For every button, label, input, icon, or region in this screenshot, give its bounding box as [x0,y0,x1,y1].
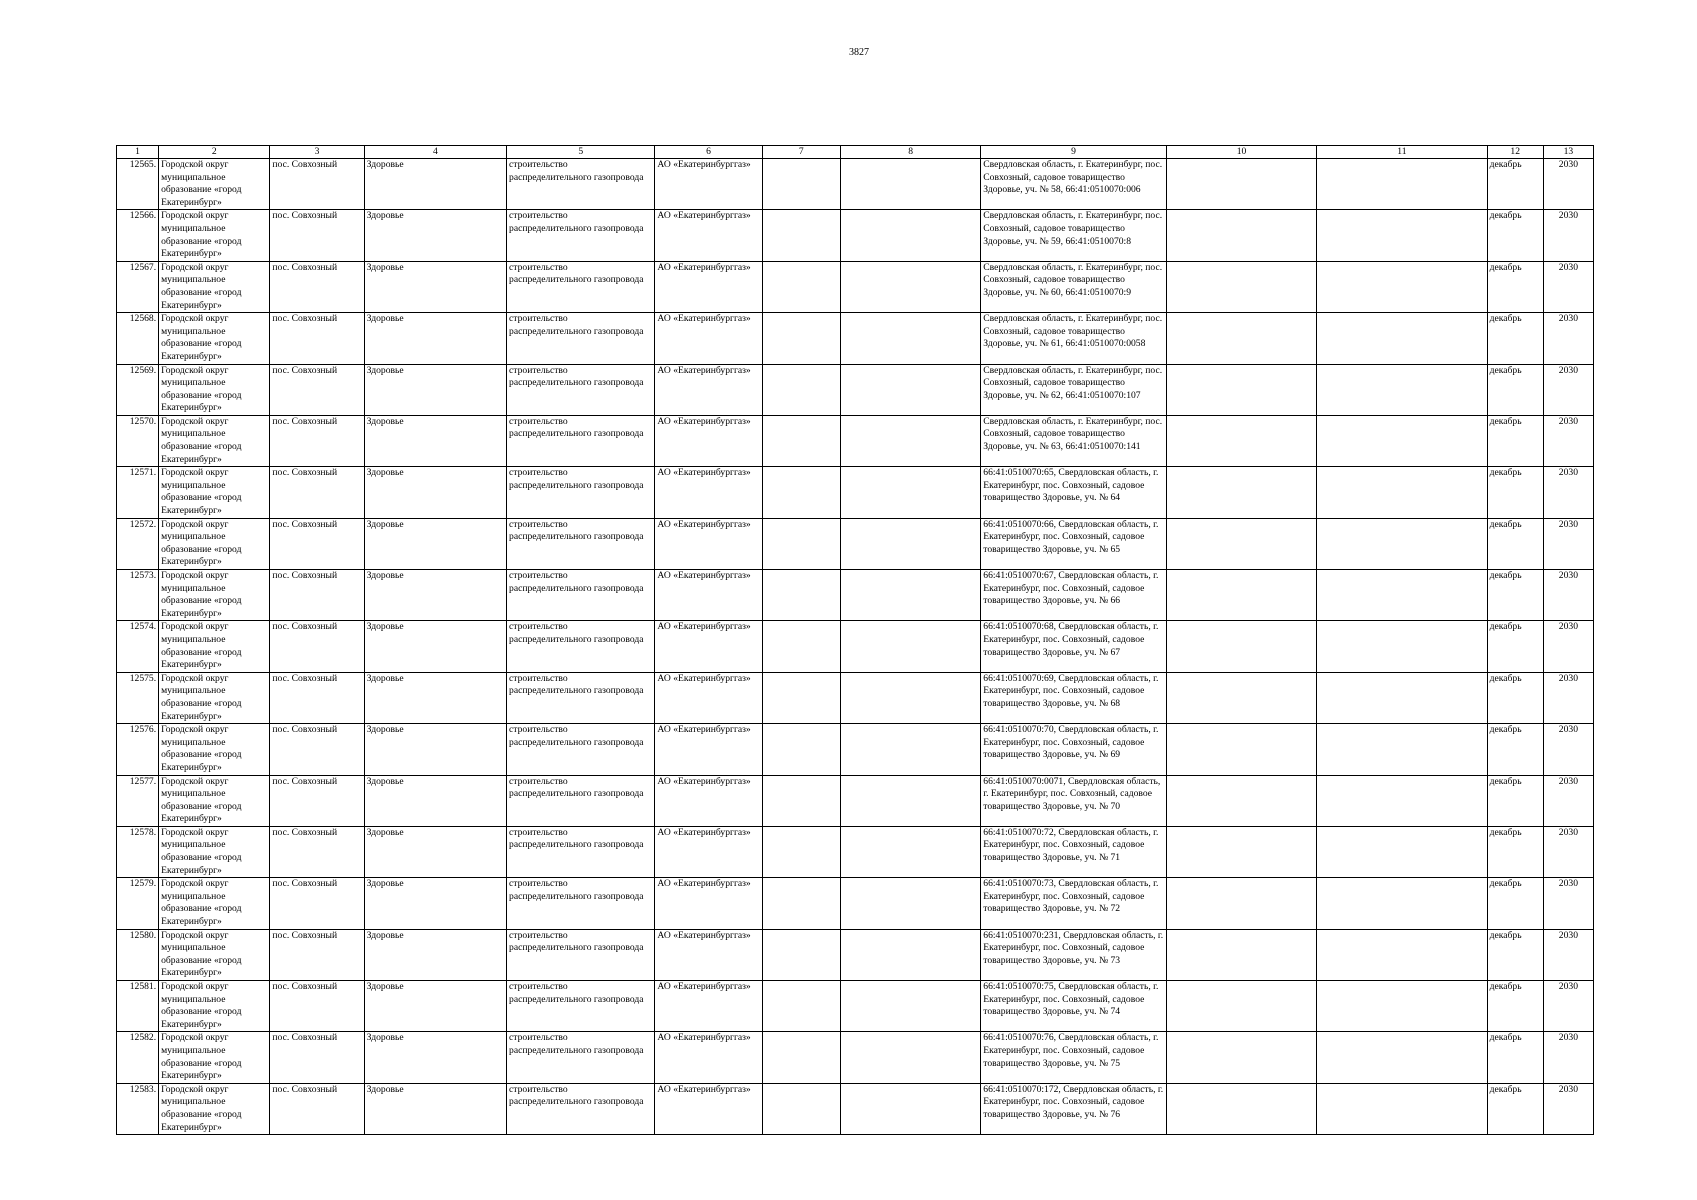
address-cell: 66:41:0510070:66, Свердловская область, г. Екатеринбург, пос. Совхозный, садовое товарищество Здоровье, уч. № 65 [981,518,1167,569]
column-10-cell [1166,364,1316,415]
work-type-cell: строительство распределительного газопровода [507,1083,655,1134]
address-cell: Свердловская область, г. Екатеринбург, пос. Совхозный, садовое товарищество Здоровье, уч. № 63, 66:41:0510070:141 [981,415,1167,466]
settlement-cell: пос. Совхозный [270,518,364,569]
table-row [117,981,1594,1032]
column-header-6: 6 [655,146,762,159]
organization-cell: АО «Екатеринбурггаз» [655,415,762,466]
address-cell: 66:41:0510070:72, Свердловская область, г. Екатеринбург, пос. Совхозный, садовое товарищество Здоровье, уч. № 71 [981,826,1167,877]
work-type-cell: строительство распределительного газопровода [507,313,655,364]
month-cell: декабрь [1487,672,1543,723]
settlement-cell: пос. Совхозный [270,159,364,210]
table-row [117,672,1594,723]
organization-cell: АО «Екатеринбурггаз» [655,878,762,929]
address-cell: 66:41:0510070:70, Свердловская область, г. Екатеринбург, пос. Совхозный, садовое товарищество Здоровье, уч. № 69 [981,724,1167,775]
organization-cell: АО «Екатеринбурггаз» [655,1083,762,1134]
column-8-cell [840,159,980,210]
column-8-cell [840,621,980,672]
address-cell: Свердловская область, г. Екатеринбург, пос. Совхозный, садовое товарищество Здоровье, уч. № 59, 66:41:0510070:8 [981,210,1167,261]
column-7-cell [762,621,840,672]
object-name-cell: Здоровье [364,313,506,364]
column-header-13: 13 [1543,146,1593,159]
work-type-cell: строительство распределительного газопровода [507,364,655,415]
work-type-cell: строительство распределительного газопровода [507,570,655,621]
organization-cell: АО «Екатеринбурггаз» [655,672,762,723]
column-10-cell [1166,1083,1316,1134]
column-header-1: 1 [117,146,159,159]
column-8-cell [840,570,980,621]
column-11-cell [1317,210,1487,261]
work-type-cell: строительство распределительного газопровода [507,826,655,877]
column-8-cell [840,826,980,877]
settlement-cell: пос. Совхозный [270,210,364,261]
organization-cell: АО «Екатеринбурггаз» [655,826,762,877]
row-number: 12565. [117,159,159,210]
row-number: 12583. [117,1083,159,1134]
column-11-cell [1317,621,1487,672]
organization-cell: АО «Екатеринбурггаз» [655,621,762,672]
organization-cell: АО «Екатеринбурггаз» [655,261,762,312]
municipality-cell: Городской округ муниципальное образование «город Екатеринбург» [159,1083,270,1134]
row-number: 12575. [117,672,159,723]
row-number: 12566. [117,210,159,261]
column-10-cell [1166,724,1316,775]
table-row [117,261,1594,312]
object-name-cell: Здоровье [364,672,506,723]
column-7-cell [762,981,840,1032]
column-10-cell [1166,826,1316,877]
row-number: 12580. [117,929,159,980]
column-7-cell [762,518,840,569]
column-11-cell [1317,313,1487,364]
municipality-cell: Городской округ муниципальное образование «город Екатеринбург» [159,672,270,723]
year-cell: 2030 [1543,570,1593,621]
municipality-cell: Городской округ муниципальное образование «город Екатеринбург» [159,467,270,518]
column-7-cell [762,724,840,775]
row-number: 12569. [117,364,159,415]
address-cell: 66:41:0510070:75, Свердловская область, г. Екатеринбург, пос. Совхозный, садовое товарищество Здоровье, уч. № 74 [981,981,1167,1032]
column-number-row [117,146,1594,159]
organization-cell: АО «Екатеринбурггаз» [655,210,762,261]
month-cell: декабрь [1487,621,1543,672]
table-row [117,724,1594,775]
column-10-cell [1166,929,1316,980]
column-8-cell [840,210,980,261]
column-11-cell [1317,775,1487,826]
address-cell: 66:41:0510070:231, Свердловская область, г. Екатеринбург, пос. Совхозный, садовое товарищество Здоровье, уч. № 73 [981,929,1167,980]
object-name-cell: Здоровье [364,929,506,980]
column-header-10: 10 [1166,146,1316,159]
settlement-cell: пос. Совхозный [270,570,364,621]
address-cell: Свердловская область, г. Екатеринбург, пос. Совхозный, садовое товарищество Здоровье, уч. № 61, 66:41:0510070:0058 [981,313,1167,364]
column-7-cell [762,159,840,210]
column-header-8: 8 [840,146,980,159]
object-name-cell: Здоровье [364,415,506,466]
municipality-cell: Городской округ муниципальное образование «город Екатеринбург» [159,1032,270,1083]
table-row [117,1032,1594,1083]
settlement-cell: пос. Совхозный [270,415,364,466]
column-10-cell [1166,672,1316,723]
object-name-cell: Здоровье [364,518,506,569]
work-type-cell: строительство распределительного газопровода [507,210,655,261]
month-cell: декабрь [1487,159,1543,210]
row-number: 12568. [117,313,159,364]
column-10-cell [1166,878,1316,929]
year-cell: 2030 [1543,672,1593,723]
work-type-cell: строительство распределительного газопровода [507,1032,655,1083]
municipality-cell: Городской округ муниципальное образование «город Екатеринбург» [159,929,270,980]
column-10-cell [1166,981,1316,1032]
month-cell: декабрь [1487,210,1543,261]
year-cell: 2030 [1543,878,1593,929]
object-name-cell: Здоровье [364,159,506,210]
column-10-cell [1166,261,1316,312]
object-name-cell: Здоровье [364,981,506,1032]
month-cell: декабрь [1487,724,1543,775]
organization-cell: АО «Екатеринбурггаз» [655,313,762,364]
table-row [117,159,1594,210]
column-11-cell [1317,159,1487,210]
column-7-cell [762,878,840,929]
column-10-cell [1166,210,1316,261]
month-cell: декабрь [1487,1032,1543,1083]
column-11-cell [1317,826,1487,877]
object-name-cell: Здоровье [364,364,506,415]
column-8-cell [840,672,980,723]
address-cell: 66:41:0510070:65, Свердловская область, г. Екатеринбург, пос. Совхозный, садовое товарищество Здоровье, уч. № 64 [981,467,1167,518]
row-number: 12577. [117,775,159,826]
row-number: 12567. [117,261,159,312]
work-type-cell: строительство распределительного газопровода [507,467,655,518]
month-cell: декабрь [1487,415,1543,466]
year-cell: 2030 [1543,261,1593,312]
year-cell: 2030 [1543,981,1593,1032]
month-cell: декабрь [1487,981,1543,1032]
address-cell: Свердловская область, г. Екатеринбург, пос. Совхозный, садовое товарищество Здоровье, уч. № 60, 66:41:0510070:9 [981,261,1167,312]
municipality-cell: Городской округ муниципальное образование «город Екатеринбург» [159,364,270,415]
organization-cell: АО «Екатеринбурггаз» [655,467,762,518]
year-cell: 2030 [1543,210,1593,261]
column-10-cell [1166,775,1316,826]
month-cell: декабрь [1487,775,1543,826]
column-7-cell [762,313,840,364]
address-cell: 66:41:0510070:172, Свердловская область, г. Екатеринбург, пос. Совхозный, садовое товарищество Здоровье, уч. № 76 [981,1083,1167,1134]
column-11-cell [1317,878,1487,929]
settlement-cell: пос. Совхозный [270,929,364,980]
row-number: 12572. [117,518,159,569]
column-8-cell [840,364,980,415]
column-header-9: 9 [981,146,1167,159]
column-7-cell [762,1083,840,1134]
year-cell: 2030 [1543,313,1593,364]
year-cell: 2030 [1543,775,1593,826]
object-name-cell: Здоровье [364,261,506,312]
table-row [117,210,1594,261]
work-type-cell: строительство распределительного газопровода [507,672,655,723]
column-8-cell [840,415,980,466]
column-11-cell [1317,724,1487,775]
column-11-cell [1317,1083,1487,1134]
column-header-7: 7 [762,146,840,159]
settlement-cell: пос. Совхозный [270,878,364,929]
object-name-cell: Здоровье [364,467,506,518]
column-11-cell [1317,261,1487,312]
row-number: 12571. [117,467,159,518]
column-8-cell [840,261,980,312]
municipality-cell: Городской округ муниципальное образование «город Екатеринбург» [159,159,270,210]
year-cell: 2030 [1543,159,1593,210]
column-8-cell [840,775,980,826]
year-cell: 2030 [1543,1083,1593,1134]
settlement-cell: пос. Совхозный [270,981,364,1032]
object-name-cell: Здоровье [364,775,506,826]
column-7-cell [762,261,840,312]
column-10-cell [1166,415,1316,466]
municipality-cell: Городской округ муниципальное образование «город Екатеринбург» [159,878,270,929]
organization-cell: АО «Екатеринбурггаз» [655,1032,762,1083]
table-row [117,929,1594,980]
municipality-cell: Городской округ муниципальное образование «город Екатеринбург» [159,826,270,877]
month-cell: декабрь [1487,467,1543,518]
month-cell: декабрь [1487,518,1543,569]
column-11-cell [1317,518,1487,569]
settlement-cell: пос. Совхозный [270,826,364,877]
column-7-cell [762,570,840,621]
table-row [117,1083,1594,1134]
address-cell: 66:41:0510070:69, Свердловская область, г. Екатеринбург, пос. Совхозный, садовое товарищество Здоровье, уч. № 68 [981,672,1167,723]
year-cell: 2030 [1543,1032,1593,1083]
column-11-cell [1317,981,1487,1032]
table-row [117,364,1594,415]
settlement-cell: пос. Совхозный [270,364,364,415]
organization-cell: АО «Екатеринбурггаз» [655,724,762,775]
column-11-cell [1317,415,1487,466]
object-name-cell: Здоровье [364,210,506,261]
row-number: 12581. [117,981,159,1032]
table-row [117,826,1594,877]
address-cell: 66:41:0510070:67, Свердловская область, г. Екатеринбург, пос. Совхозный, садовое товарищество Здоровье, уч. № 66 [981,570,1167,621]
work-type-cell: строительство распределительного газопровода [507,518,655,569]
column-11-cell [1317,672,1487,723]
address-cell: Свердловская область, г. Екатеринбург, пос. Совхозный, садовое товарищество Здоровье, уч. № 58, 66:41:0510070:006 [981,159,1167,210]
object-name-cell: Здоровье [364,826,506,877]
row-number: 12582. [117,1032,159,1083]
month-cell: декабрь [1487,826,1543,877]
year-cell: 2030 [1543,467,1593,518]
municipality-cell: Городской округ муниципальное образование «город Екатеринбург» [159,415,270,466]
address-cell: Свердловская область, г. Екатеринбург, пос. Совхозный, садовое товарищество Здоровье, уч. № 62, 66:41:0510070:107 [981,364,1167,415]
municipality-cell: Городской округ муниципальное образование «город Екатеринбург» [159,724,270,775]
row-number: 12574. [117,621,159,672]
row-number: 12570. [117,415,159,466]
organization-cell: АО «Екатеринбурггаз» [655,364,762,415]
column-11-cell [1317,364,1487,415]
month-cell: декабрь [1487,929,1543,980]
municipality-cell: Городской округ муниципальное образование «город Екатеринбург» [159,518,270,569]
column-8-cell [840,467,980,518]
work-type-cell: строительство распределительного газопровода [507,621,655,672]
month-cell: декабрь [1487,261,1543,312]
column-7-cell [762,1032,840,1083]
register-table [116,145,1594,1135]
column-11-cell [1317,929,1487,980]
municipality-cell: Городской округ муниципальное образование «город Екатеринбург» [159,570,270,621]
settlement-cell: пос. Совхозный [270,1083,364,1134]
column-8-cell [840,313,980,364]
column-header-11: 11 [1317,146,1487,159]
month-cell: декабрь [1487,364,1543,415]
page-number: 3827 [849,47,869,58]
column-10-cell [1166,313,1316,364]
year-cell: 2030 [1543,415,1593,466]
work-type-cell: строительство распределительного газопровода [507,775,655,826]
work-type-cell: строительство распределительного газопровода [507,724,655,775]
organization-cell: АО «Екатеринбурггаз» [655,929,762,980]
year-cell: 2030 [1543,621,1593,672]
column-10-cell [1166,1032,1316,1083]
year-cell: 2030 [1543,364,1593,415]
municipality-cell: Городской округ муниципальное образование «город Екатеринбург» [159,210,270,261]
table-row [117,570,1594,621]
month-cell: декабрь [1487,570,1543,621]
year-cell: 2030 [1543,929,1593,980]
column-7-cell [762,415,840,466]
settlement-cell: пос. Совхозный [270,672,364,723]
settlement-cell: пос. Совхозный [270,775,364,826]
work-type-cell: строительство распределительного газопровода [507,981,655,1032]
table-body [117,159,1594,1135]
column-header-4: 4 [364,146,506,159]
table-row [117,518,1594,569]
table-row [117,621,1594,672]
column-header-3: 3 [270,146,364,159]
column-header-12: 12 [1487,146,1543,159]
settlement-cell: пос. Совхозный [270,724,364,775]
column-7-cell [762,775,840,826]
table-row [117,878,1594,929]
address-cell: 66:41:0510070:76, Свердловская область, г. Екатеринбург, пос. Совхозный, садовое товарищество Здоровье, уч. № 75 [981,1032,1167,1083]
month-cell: декабрь [1487,1083,1543,1134]
work-type-cell: строительство распределительного газопровода [507,159,655,210]
column-7-cell [762,672,840,723]
object-name-cell: Здоровье [364,1032,506,1083]
year-cell: 2030 [1543,724,1593,775]
column-7-cell [762,364,840,415]
column-header-2: 2 [159,146,270,159]
row-number: 12576. [117,724,159,775]
column-7-cell [762,210,840,261]
table-row [117,775,1594,826]
object-name-cell: Здоровье [364,724,506,775]
organization-cell: АО «Екатеринбурггаз» [655,775,762,826]
column-7-cell [762,929,840,980]
municipality-cell: Городской округ муниципальное образование «город Екатеринбург» [159,981,270,1032]
column-10-cell [1166,518,1316,569]
year-cell: 2030 [1543,518,1593,569]
municipality-cell: Городской округ муниципальное образование «город Екатеринбург» [159,313,270,364]
settlement-cell: пос. Совхозный [270,621,364,672]
table-row [117,313,1594,364]
settlement-cell: пос. Совхозный [270,467,364,518]
work-type-cell: строительство распределительного газопровода [507,261,655,312]
column-10-cell [1166,467,1316,518]
column-11-cell [1317,570,1487,621]
column-10-cell [1166,621,1316,672]
month-cell: декабрь [1487,878,1543,929]
organization-cell: АО «Екатеринбурггаз» [655,159,762,210]
address-cell: 66:41:0510070:0071, Свердловская область, г. Екатеринбург, пос. Совхозный, садовое товарищество Здоровье, уч. № 70 [981,775,1167,826]
object-name-cell: Здоровье [364,878,506,929]
organization-cell: АО «Екатеринбурггаз» [655,981,762,1032]
address-cell: 66:41:0510070:73, Свердловская область, г. Екатеринбург, пос. Совхозный, садовое товарищество Здоровье, уч. № 72 [981,878,1167,929]
column-header-5: 5 [507,146,655,159]
work-type-cell: строительство распределительного газопровода [507,415,655,466]
month-cell: декабрь [1487,313,1543,364]
work-type-cell: строительство распределительного газопровода [507,929,655,980]
municipality-cell: Городской округ муниципальное образование «город Екатеринбург» [159,261,270,312]
address-cell: 66:41:0510070:68, Свердловская область, г. Екатеринбург, пос. Совхозный, садовое товарищество Здоровье, уч. № 67 [981,621,1167,672]
object-name-cell: Здоровье [364,621,506,672]
column-8-cell [840,981,980,1032]
column-8-cell [840,724,980,775]
column-11-cell [1317,1032,1487,1083]
municipality-cell: Городской округ муниципальное образование «город Екатеринбург» [159,775,270,826]
settlement-cell: пос. Совхозный [270,313,364,364]
column-8-cell [840,878,980,929]
organization-cell: АО «Екатеринбурггаз» [655,570,762,621]
settlement-cell: пос. Совхозный [270,1032,364,1083]
organization-cell: АО «Екатеринбурггаз» [655,518,762,569]
row-number: 12578. [117,826,159,877]
row-number: 12579. [117,878,159,929]
column-11-cell [1317,467,1487,518]
work-type-cell: строительство распределительного газопровода [507,878,655,929]
column-7-cell [762,826,840,877]
column-8-cell [840,518,980,569]
column-8-cell [840,929,980,980]
table-row [117,467,1594,518]
year-cell: 2030 [1543,826,1593,877]
object-name-cell: Здоровье [364,1083,506,1134]
row-number: 12573. [117,570,159,621]
column-10-cell [1166,570,1316,621]
column-8-cell [840,1032,980,1083]
municipality-cell: Городской округ муниципальное образование «город Екатеринбург» [159,621,270,672]
object-name-cell: Здоровье [364,570,506,621]
column-7-cell [762,467,840,518]
column-8-cell [840,1083,980,1134]
settlement-cell: пос. Совхозный [270,261,364,312]
column-10-cell [1166,159,1316,210]
table-row [117,415,1594,466]
